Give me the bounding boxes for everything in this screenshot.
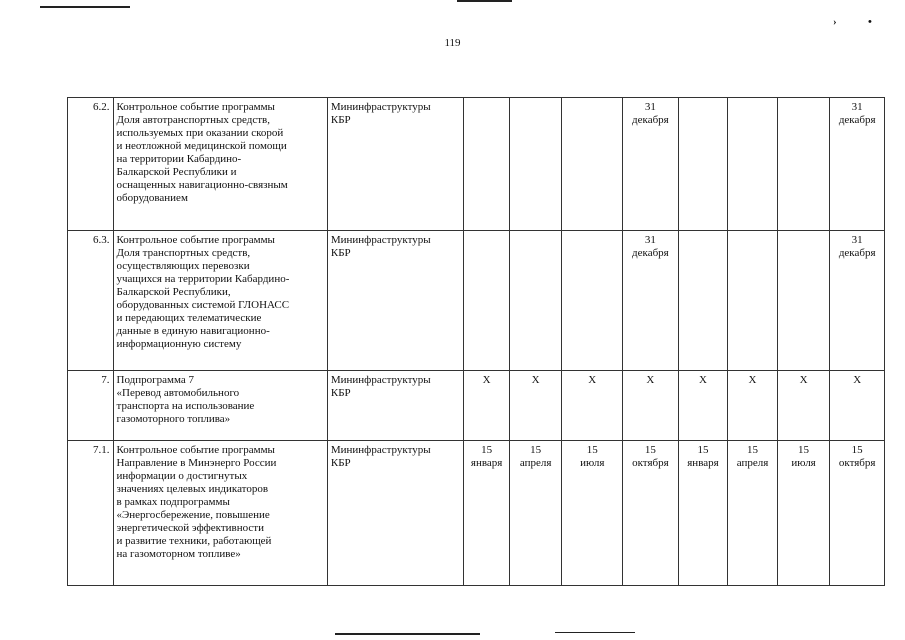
deadline-cell: X <box>728 371 778 441</box>
row-number: 7. <box>68 371 114 441</box>
deadline-cell: 15 июля <box>777 441 830 586</box>
deadline-cell: X <box>464 371 510 441</box>
page-number: 119 <box>444 37 461 49</box>
responsible-executor: Мининфраструктуры КБР <box>327 98 464 231</box>
deadline-cell: X <box>509 371 562 441</box>
deadline-cell: 15 апреля <box>509 441 562 586</box>
deadline-cell <box>777 231 830 371</box>
deadline-cell: X <box>623 371 679 441</box>
deadline-cell <box>562 231 623 371</box>
subprogram-name: Подпрограмма 7 «Перевод автомобильного транспорта на использование газомоторного топлива» <box>113 371 327 441</box>
row-number: 7.1. <box>68 441 114 586</box>
deadline-cell: 31 декабря <box>623 98 679 231</box>
scan-artifact-line <box>457 0 512 2</box>
deadline-cell <box>464 231 510 371</box>
table-row <box>68 441 885 586</box>
responsible-executor: Мининфраструктуры КБР <box>327 371 464 441</box>
deadline-cell: X <box>678 371 728 441</box>
deadline-cell <box>728 98 778 231</box>
table-row <box>68 371 885 441</box>
deadline-cell: 15 октября <box>830 441 885 586</box>
event-name: Контрольное событие программы Доля транспортных средств, осуществляющих перевозки учащихся на территории Кабардино- Балкарской Республики, оборудованных системой ГЛОНАСС и передающих телематические данные в единую навигационно- информационную систему <box>113 231 327 371</box>
responsible-executor: Мининфраструктуры КБР <box>327 231 464 371</box>
table-row <box>68 98 885 231</box>
table-row <box>68 231 885 371</box>
deadline-cell <box>509 98 562 231</box>
deadline-cell: 31 декабря <box>830 231 885 371</box>
deadline-cell: 15 октября <box>623 441 679 586</box>
scan-artifact-line <box>40 6 130 8</box>
deadline-cell <box>562 98 623 231</box>
control-events-table <box>67 97 885 586</box>
deadline-cell: 15 января <box>464 441 510 586</box>
deadline-cell: 15 апреля <box>728 441 778 586</box>
event-name: Контрольное событие программы Направление в Минэнерго России информации о достигнутых значениях целевых индикаторов в рамках подпрограммы «Энергосбережение, повышение энергетической эффективности и развитие техники, работающей на газомоторном топливе» <box>113 441 327 586</box>
deadline-cell <box>728 231 778 371</box>
scan-artifact-line <box>555 632 635 633</box>
deadline-cell <box>464 98 510 231</box>
deadline-cell: X <box>777 371 830 441</box>
deadline-cell <box>509 231 562 371</box>
scan-artifact-line <box>335 633 480 635</box>
deadline-cell: X <box>562 371 623 441</box>
scan-artifact-mark: • <box>868 16 872 28</box>
deadline-cell <box>777 98 830 231</box>
deadline-cell: 31 декабря <box>623 231 679 371</box>
deadline-cell: 31 декабря <box>830 98 885 231</box>
deadline-cell: 15 июля <box>562 441 623 586</box>
deadline-cell <box>678 231 728 371</box>
scan-artifact-mark: › <box>833 16 837 28</box>
deadline-cell <box>678 98 728 231</box>
row-number: 6.2. <box>68 98 114 231</box>
deadline-cell: X <box>830 371 885 441</box>
row-number: 6.3. <box>68 231 114 371</box>
event-name: Контрольное событие программы Доля автотранспортных средств, используемых при оказании скорой и неотложной медицинской помощи на территории Кабардино- Балкарской Республики и оснащенных навигационно-связным оборудованием <box>113 98 327 231</box>
responsible-executor: Мининфраструктуры КБР <box>327 441 464 586</box>
deadline-cell: 15 января <box>678 441 728 586</box>
